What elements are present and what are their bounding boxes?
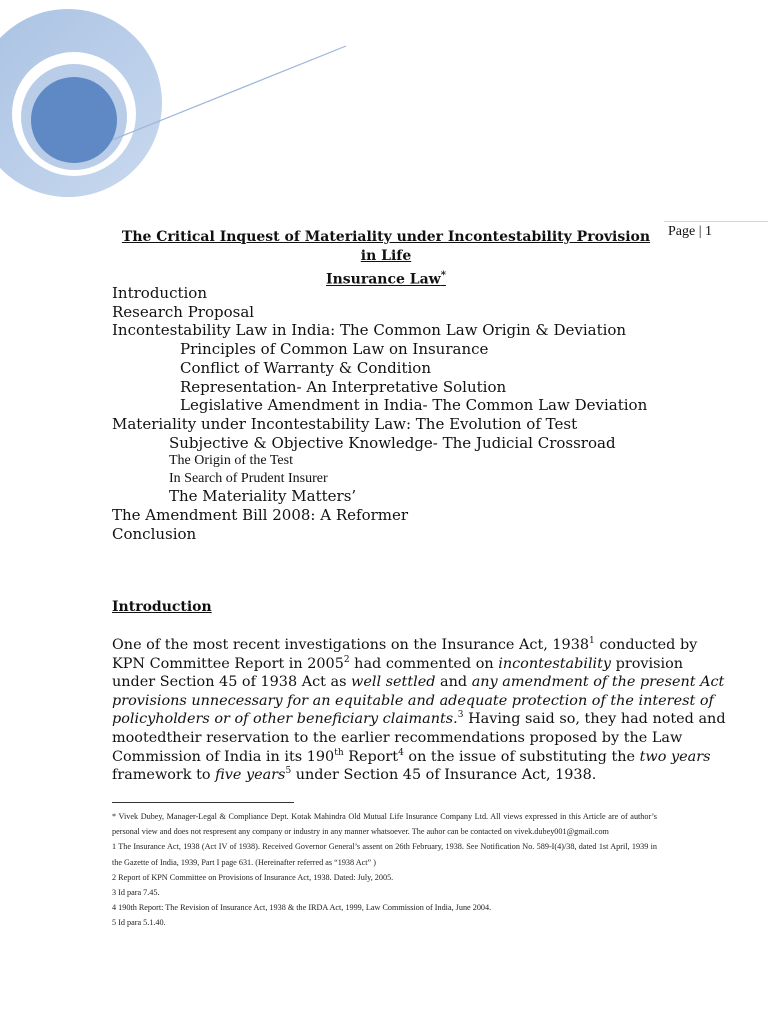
toc-item: Conflict of Warranty & Condition <box>180 358 431 377</box>
para-text: had commented on <box>349 655 499 672</box>
para-text: mootedtheir reservation to the earlier recommendations proposed by the Law <box>112 729 683 746</box>
para-line <box>112 692 714 711</box>
italic-text: five years <box>215 767 286 784</box>
para-text: Having said so, they had noted and <box>463 711 726 728</box>
footnote-ref: 4 <box>398 747 404 758</box>
footnote-3: 3 Id para 7.45. <box>112 888 160 898</box>
document-title <box>112 228 660 290</box>
toc-item: Legislative Amendment in India- The Common Law Deviation <box>180 396 648 415</box>
para-text: on the issue of substituting the <box>403 748 640 765</box>
para-text: framework to <box>112 767 216 784</box>
footnote-ref: 1 <box>589 636 595 647</box>
para-text: conducted by <box>594 637 698 653</box>
para-line <box>112 673 725 692</box>
toc-item: Research Proposal <box>112 302 255 321</box>
page-number-rule <box>664 221 768 222</box>
italic-text: incontestability <box>498 655 612 672</box>
italic-text: provisions unnecessary for an equitable and adequate protection of the interest of <box>112 692 714 709</box>
toc-item: Subjective & Objective Knowledge- The Judicial Crossroad <box>169 433 616 452</box>
para-line <box>112 766 657 785</box>
para-text: and <box>435 674 472 691</box>
page-number: Page | 1 <box>668 224 713 239</box>
italic-text: any amendment of the present Act <box>471 674 725 691</box>
toc-item: The Origin of the Test <box>169 453 293 469</box>
italic-text: well settled <box>351 674 436 691</box>
title-footnote-mark: * <box>440 270 446 281</box>
para-text: Report <box>343 748 399 765</box>
title-line-2: Insurance Law <box>326 271 441 288</box>
toc-item: Conclusion <box>112 524 197 543</box>
para-text: under Section 45 of Insurance Act, 1938. <box>291 767 597 784</box>
para-line <box>112 710 726 729</box>
footnote-ref: 2 <box>343 654 350 665</box>
footnote-ref: 3 <box>457 710 464 721</box>
toc-item: The Amendment Bill 2008: A Reformer <box>112 505 409 524</box>
italic-text: two years <box>639 748 711 765</box>
footnote-5: 5 Id para 5.1.40. <box>112 918 166 928</box>
title-line-1: The Critical Inquest of Materiality under Incontestability Provision in Life <box>121 229 651 264</box>
italic-text: policyholders or of other beneficiary claimants. <box>112 711 458 728</box>
toc-item: In Search of Prudent Insurer <box>169 470 328 486</box>
para-line <box>112 654 684 674</box>
toc-item: Introduction <box>112 284 207 302</box>
toc-item: Materiality under Incontestability Law: The Evolution of Test <box>112 414 578 433</box>
footnote-author: * Vivek Dubey, Manager-Legal & Compliance Dept. Kotak Mahindra Old Mutual Life Insurance Company Ltd. All views expressed in this Article are of author’s personal view and does not respresent any company or industry in any manner whatsoever. The auhor can be contacted on vivek.dubey001@gmail.com <box>112 812 657 837</box>
footnote-ref: 5 <box>285 766 292 777</box>
para-text: Commission of India in its 190 <box>112 748 335 765</box>
para-line <box>112 729 683 748</box>
para-text: One of the most recent investigations on the Insurance Act, 1938 <box>112 637 590 653</box>
toc-item: Incontestability Law in India: The Common Law Origin & Deviation <box>112 321 627 340</box>
table-of-contents <box>112 284 672 543</box>
intro-paragraph <box>112 636 726 785</box>
footnote-4: 4 190th Report: The Revision of Insurance Act, 1938 & the IRDA Act, 1999, Law Commission of India, June 2004. <box>112 903 492 913</box>
para-text: under Section 45 of 1938 Act as <box>112 674 352 691</box>
para-line <box>112 636 698 655</box>
inner-circle <box>31 77 117 163</box>
header-decoration <box>0 0 768 240</box>
footnote-separator <box>112 802 294 803</box>
footnote-ref: th <box>334 747 344 758</box>
section-heading: Introduction <box>112 599 212 615</box>
toc-item: The Materiality Matters’ <box>169 487 357 506</box>
para-text: provision <box>611 655 684 672</box>
para-line <box>112 747 711 767</box>
footnotes <box>112 809 657 931</box>
footnote-1: 1 The Insurance Act, 1938 (Act IV of 1938). Received Governor General’s assent on 26th February, 1938. See Notification No. 589-I(4)/38, dated 1st April, 1939 in the Gazette of India, 1939, Part I page 631. (Hereinafter referred as “1938 Act” ) <box>112 842 657 867</box>
footnote-2: 2 Report of KPN Committee on Provisions of Insurance Act, 1938. Dated: July, 2005. <box>112 872 394 882</box>
para-text: KPN Committee Report in 2005 <box>112 655 344 672</box>
toc-item: Principles of Common Law on Insurance <box>180 340 489 359</box>
toc-item: Representation- An Interpretative Solution <box>180 377 507 396</box>
